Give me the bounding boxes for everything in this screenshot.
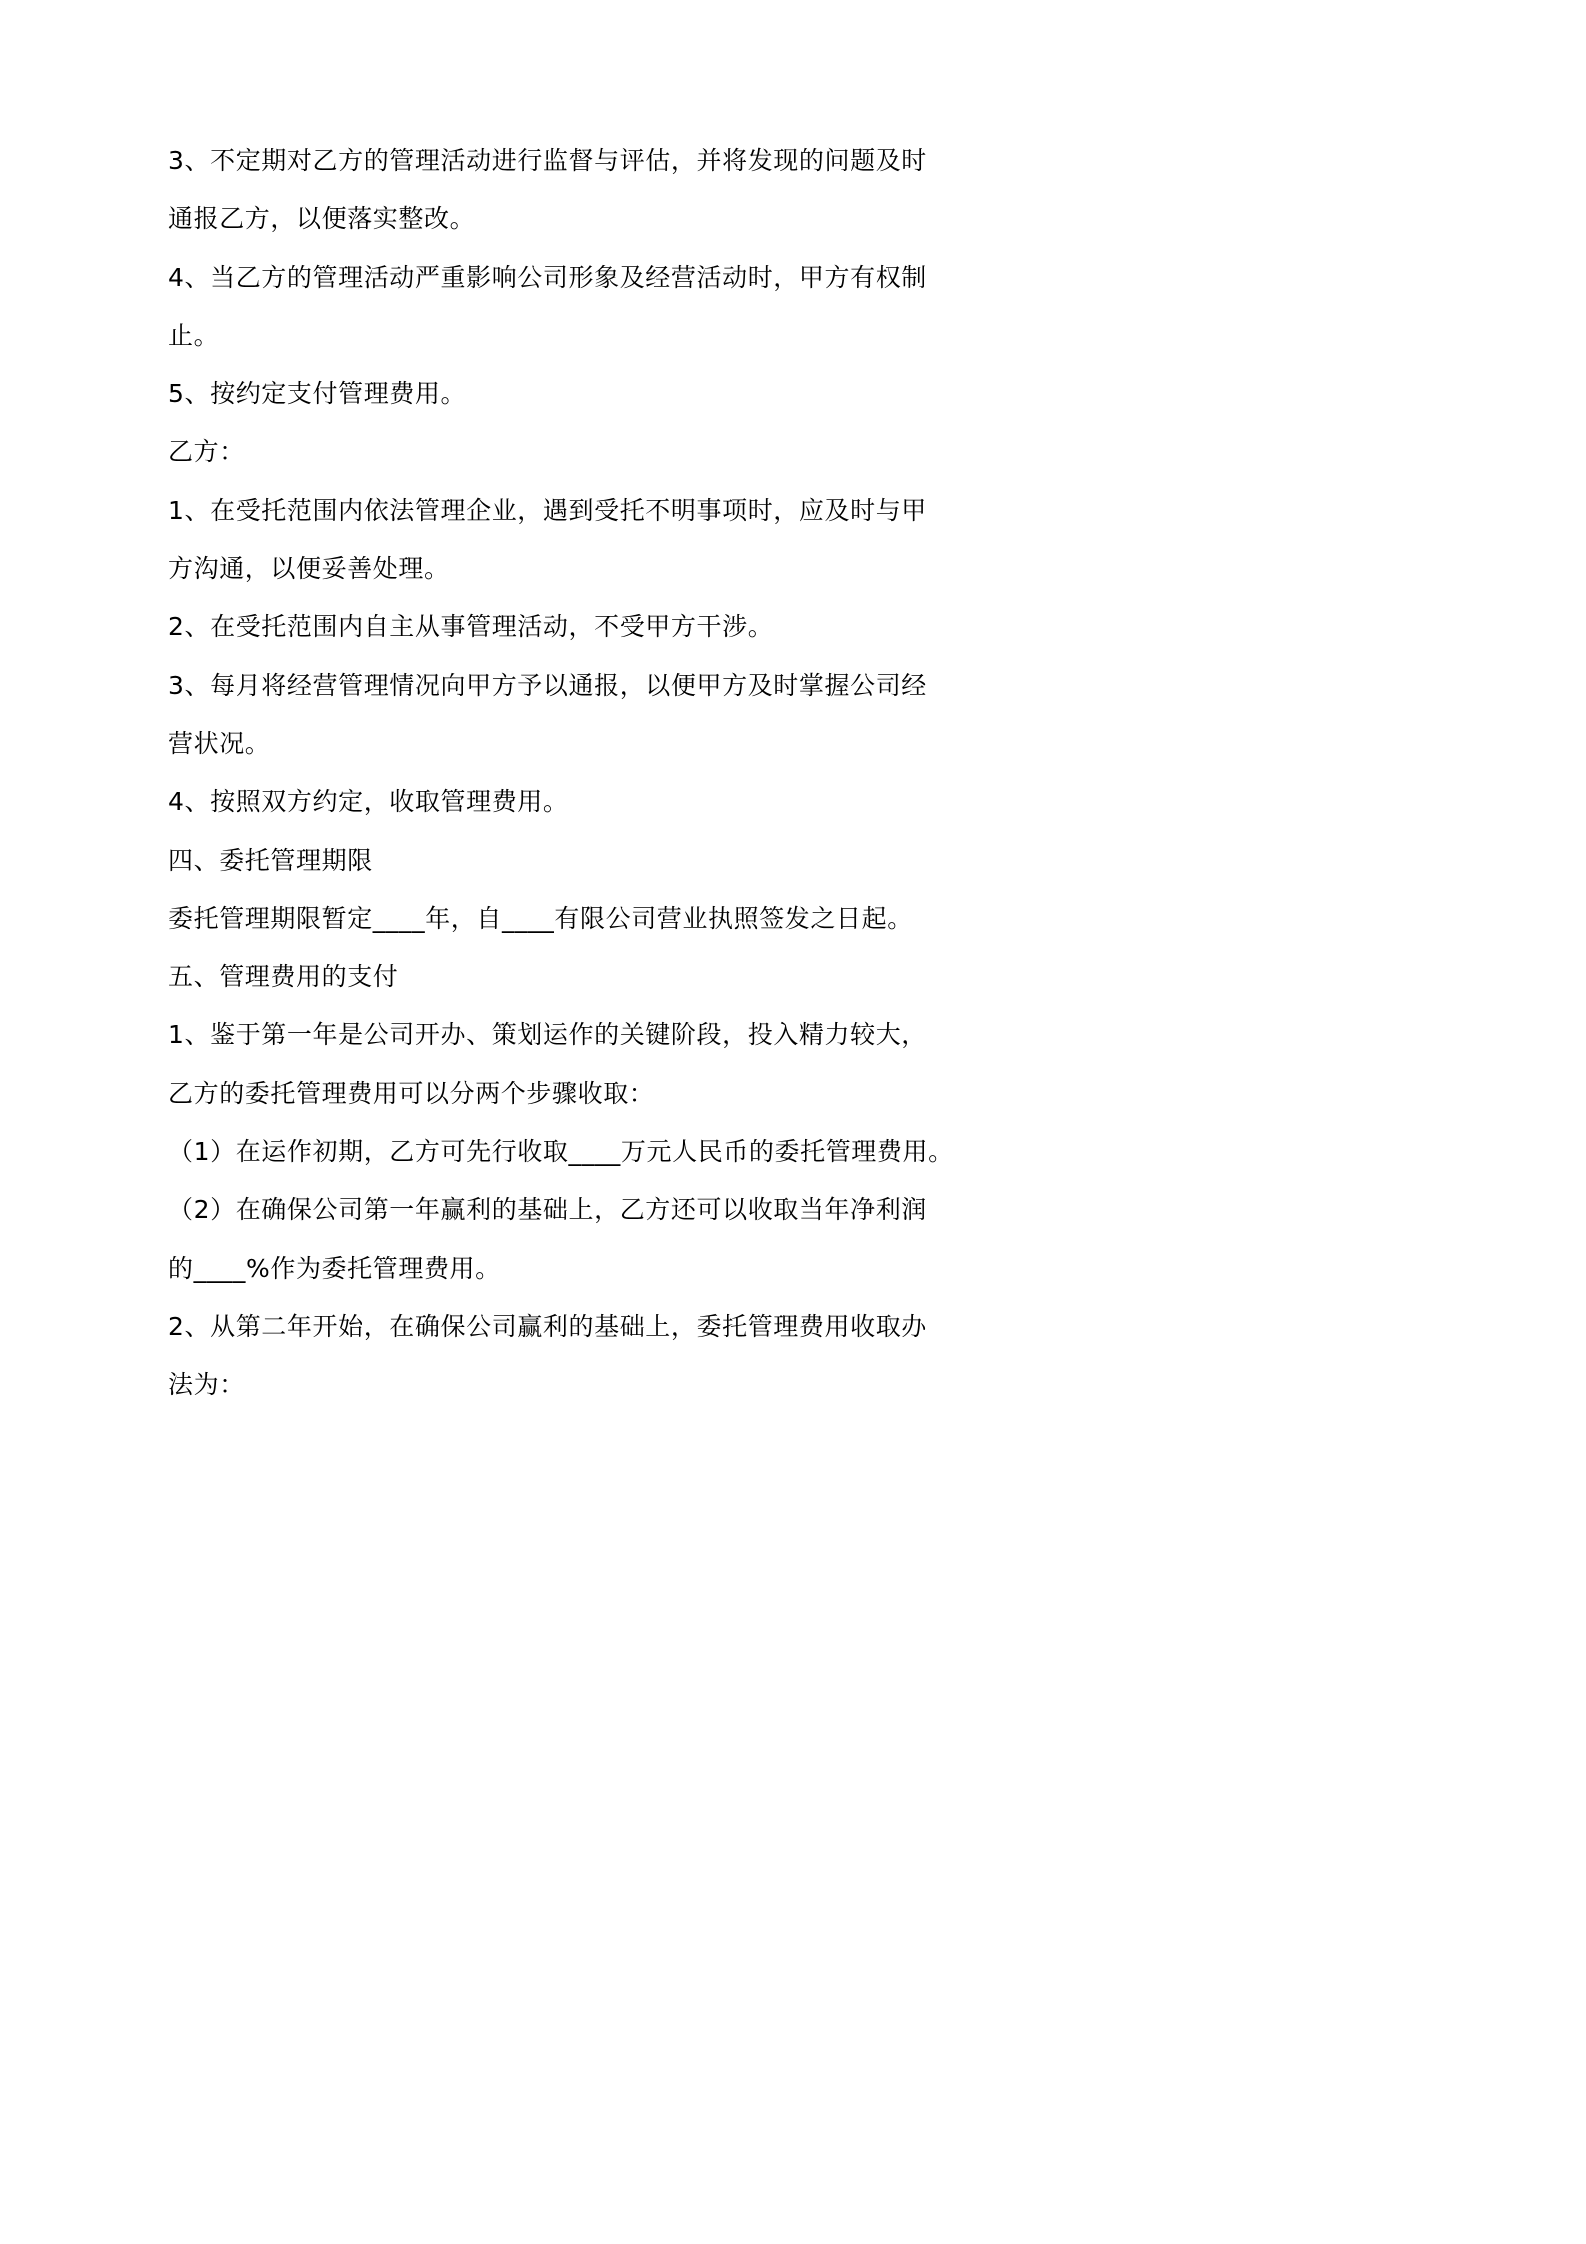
text-line: 3、不定期对乙方的管理活动进行监督与评估，并将发现的问题及时 xyxy=(168,146,927,175)
text-line: 委托管理期限暂定____年，自____有限公司营业执照签发之日起。 xyxy=(168,903,913,933)
text-line: 营状况。 xyxy=(168,728,271,758)
section-label-party-b: 乙方： xyxy=(168,437,245,467)
text-line: 止。 xyxy=(168,320,220,350)
text-line: 4、当乙方的管理活动严重影响公司形象及经营活动时，甲方有权制 xyxy=(168,262,927,292)
document-body xyxy=(168,132,954,1415)
text-line: 2、在受托范围内自主从事管理活动，不受甲方干涉。 xyxy=(168,612,774,642)
text-line: （1）在运作初期，乙方可先行收取____万元人民币的委托管理费用。 xyxy=(168,1137,954,1167)
text-line: 1、在受托范围内依法管理企业，遇到受托不明事项时，应及时与甲 xyxy=(168,495,927,525)
text-line: 乙方的委托管理费用可以分两个步骤收取： xyxy=(168,1078,655,1108)
text-line: 1、鉴于第一年是公司开办、策划运作的关键阶段，投入精力较大， xyxy=(168,1020,927,1050)
text-line: 的____%作为委托管理费用。 xyxy=(168,1253,501,1283)
text-line: 3、每月将经营管理情况向甲方予以通报，以便甲方及时掌握公司经 xyxy=(168,670,927,700)
text-line: 4、按照双方约定，收取管理费用。 xyxy=(168,787,569,817)
document-page xyxy=(0,0,1102,1559)
text-line: 2、从第二年开始，在确保公司赢利的基础上，委托管理费用收取办 xyxy=(168,1311,927,1341)
text-line: 通报乙方，以便落实整改。 xyxy=(168,204,476,234)
section-heading-term: 四、委托管理期限 xyxy=(168,845,373,875)
section-heading-fees: 五、管理费用的支付 xyxy=(168,962,399,992)
text-line: 5、按约定支付管理费用。 xyxy=(168,379,467,409)
text-line: 方沟通，以便妥善处理。 xyxy=(168,554,450,584)
text-line: 法为： xyxy=(168,1370,245,1400)
text-line: （2）在确保公司第一年赢利的基础上，乙方还可以收取当年净利润 xyxy=(168,1195,927,1225)
